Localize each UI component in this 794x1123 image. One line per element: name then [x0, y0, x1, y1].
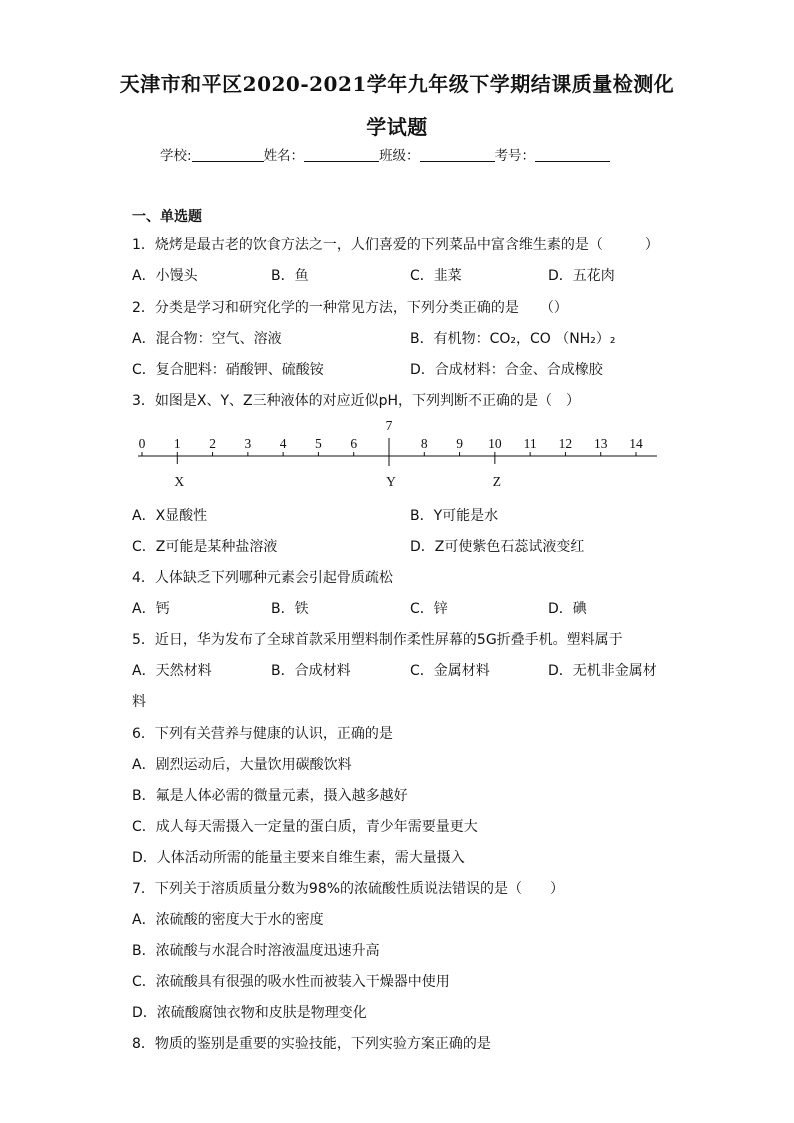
q5-option-c: C．金属材料 — [410, 663, 490, 679]
tick-label: 8 — [420, 436, 428, 451]
q1-option-d: D．五花肉 — [548, 268, 615, 284]
tick-label: 9 — [456, 436, 463, 451]
q4-option-c: C．锌 — [410, 601, 448, 617]
tick-label: 0 — [138, 436, 146, 451]
question-8-stem: 8．物质的鉴别是重要的实验技能，下列实验方案正确的是 — [132, 1036, 491, 1052]
section-heading: 一、单选题 — [132, 209, 202, 225]
q3-option-a: A．X显酸性 — [132, 508, 208, 524]
q3-option-b: B．Y可能是水 — [410, 508, 499, 524]
q2-option-c: C．复合肥料：硝酸钾、硫酸铵 — [132, 362, 324, 378]
tick-label: 14 — [629, 436, 643, 451]
tick-label: 12 — [558, 436, 573, 451]
q6-option-d: D．人体活动所需的能量主要来自维生素，需大量摄入 — [132, 850, 465, 866]
q7-option-a: A．浓硫酸的密度大于水的密度 — [132, 912, 324, 928]
q5-option-a: A．天然材料 — [132, 663, 212, 679]
tick-label: 10 — [488, 436, 502, 451]
q6-option-b: B．氟是人体必需的微量元素，摄入越多越好 — [132, 788, 408, 804]
question-2-stem: 2．分类是学习和研究化学的一种常见方法，下列分类正确的是 （） — [132, 300, 568, 316]
tick-label: 11 — [523, 436, 537, 451]
name-blank[interactable] — [304, 147, 379, 162]
marker-label-z: Z — [492, 474, 501, 489]
q5-option-b: B．合成材料 — [271, 663, 351, 679]
q5-option-d: D．无机非金属材 — [548, 663, 657, 679]
tick-label: 2 — [209, 436, 216, 451]
question-3-stem: 3．如图是X、Y、Z三种液体的对应近似pH，下列判断不正确的是（ ） — [132, 393, 581, 409]
q6-option-a: A．剧烈运动后，大量饮用碳酸饮料 — [132, 757, 352, 773]
tick-label: 5 — [315, 436, 322, 451]
q7-option-c: C．浓硫酸具有很强的吸水性而被装入干燥器中使用 — [132, 974, 450, 990]
q5-option-d-wrap: 料 — [132, 694, 146, 710]
q4-option-b: B．铁 — [271, 601, 309, 617]
class-label: 班级： — [379, 148, 420, 164]
exam-title-line1: 天津市和平区2020-2021学年九年级下学期结课质量检测化 — [119, 72, 675, 96]
name-label: 姓名： — [263, 148, 305, 164]
number-label: 考号： — [494, 148, 536, 164]
q2-option-d: D．合成材料：合金、合成橡胶 — [410, 362, 603, 378]
tick-label: 4 — [279, 436, 287, 451]
marker-label-y: Y — [386, 474, 396, 489]
q7-option-d: D．浓硫酸腐蚀衣物和皮肤是物理变化 — [132, 1005, 367, 1021]
school-blank[interactable] — [192, 147, 264, 162]
tick-label: 6 — [350, 436, 358, 451]
tick-label: 3 — [244, 436, 252, 451]
question-4-stem: 4．人体缺乏下列哪种元素会引起骨质疏松 — [132, 570, 393, 586]
q6-option-c: C．成人每天需摄入一定量的蛋白质，青少年需要量更大 — [132, 819, 478, 835]
question-1-stem: 1．烧烤是最古老的饮食方法之一，人们喜爱的下列菜品中富含维生素的是（ ） — [132, 237, 659, 253]
question-6-stem: 6．下列有关营养与健康的认识，正确的是 — [132, 726, 393, 742]
tick-label: 7 — [385, 418, 393, 433]
ph-number-line — [130, 410, 670, 495]
q4-option-a: A．钙 — [132, 601, 170, 617]
marker-label-x: X — [174, 474, 185, 489]
q4-option-d: D．碘 — [548, 601, 587, 617]
tick-label: 1 — [173, 436, 181, 451]
question-5-stem: 5．近日，华为发布了全球首款采用塑料制作柔性屏幕的5G折叠手机。塑料属于 — [132, 632, 623, 648]
school-label: 学校: — [160, 148, 192, 164]
q3-option-d: D．Z可使紫色石蕊试液变红 — [410, 539, 585, 555]
number-blank[interactable] — [535, 147, 610, 162]
question-7-stem: 7．下列关于溶质质量分数为98%的浓硫酸性质说法错误的是（ ） — [132, 881, 565, 897]
q1-option-b: B．鱼 — [271, 268, 309, 284]
student-info-row — [160, 144, 610, 164]
class-blank[interactable] — [420, 147, 495, 162]
q2-option-a: A．混合物：空气、溶液 — [132, 331, 282, 347]
exam-title-line2: 学试题 — [366, 115, 428, 139]
q1-option-a: A．小馒头 — [132, 268, 198, 284]
q7-option-b: B．浓硫酸与水混合时溶液温度迅速升高 — [132, 943, 380, 959]
q2-option-b: B．有机物：CO₂，CO （NH₂）₂ — [410, 331, 616, 347]
tick-label: 13 — [593, 436, 608, 451]
q1-option-c: C．韭菜 — [410, 268, 462, 284]
q3-option-c: C．Z可能是某种盐溶液 — [132, 539, 278, 555]
